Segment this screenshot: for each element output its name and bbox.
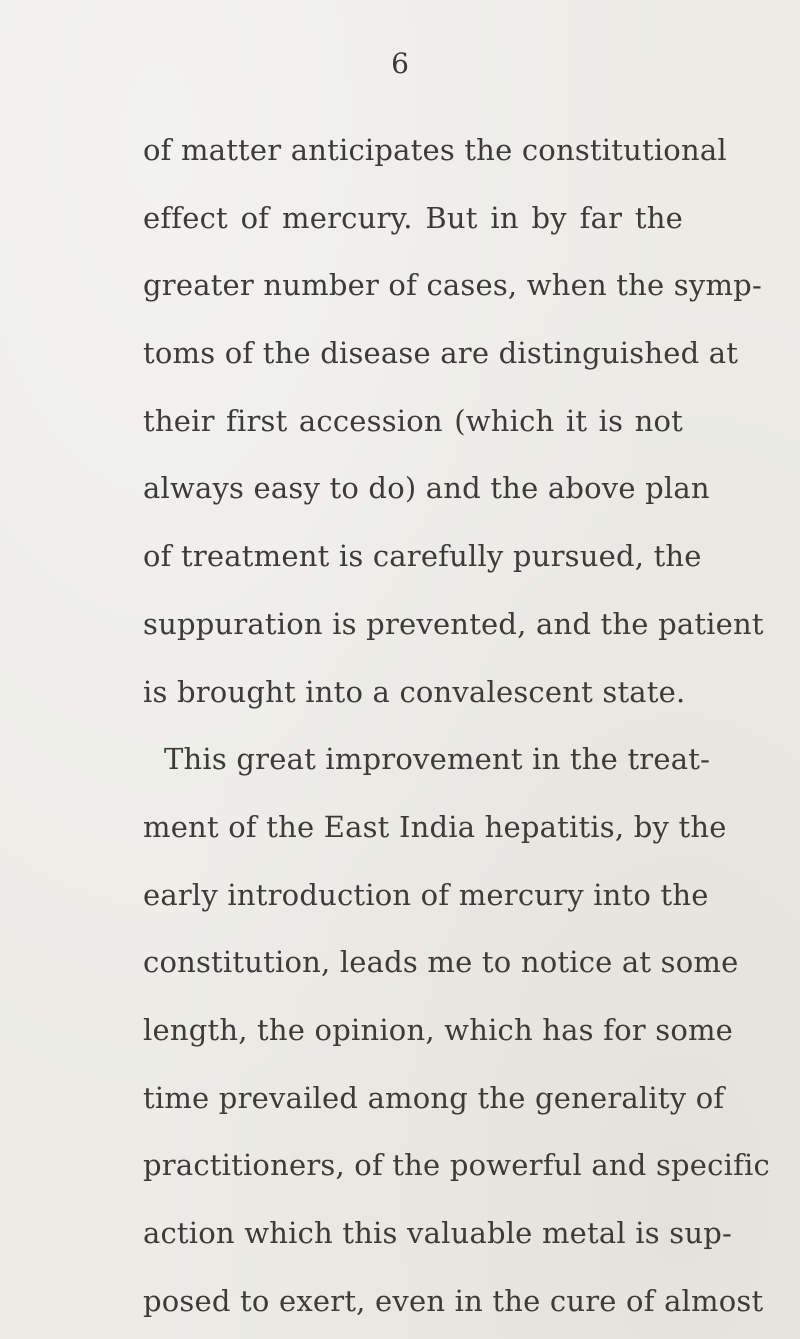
text-line-10: This great improvement in the treat-: [164, 742, 711, 777]
page-number: 6: [391, 47, 409, 80]
body-text: [143, 117, 770, 1335]
text-line-18: posed to exert, even in the cure of almost: [143, 1283, 764, 1318]
text-line-6: always easy to do) and the above plan: [143, 471, 710, 506]
text-line-4: toms of the disease are distinguished at: [143, 336, 739, 371]
text-line-8: suppuration is prevented, and the patient: [143, 606, 764, 641]
text-line-1: of matter anticipates the constitutional: [143, 133, 727, 167]
text-line-13: constitution, leads me to notice at some: [143, 945, 739, 980]
text-line-12: early introduction of mercury into the: [143, 877, 709, 912]
text-line-7: of treatment is carefully pursued, the: [143, 539, 702, 574]
text-line-15: time prevailed among the generality of: [143, 1080, 725, 1115]
text-line-9: is brought into a convalescent state.: [143, 674, 686, 709]
text-line-2: effect of mercury. But in by far the: [143, 200, 683, 235]
text-line-17: action which this valuable metal is sup-: [143, 1216, 732, 1250]
text-line-16: practitioners, of the powerful and specific: [143, 1148, 770, 1183]
text-line-11: ment of the East India hepatitis, by the: [143, 809, 727, 844]
text-line-3: greater number of cases, when the symp-: [143, 268, 762, 303]
text-line-5: their first accession (which it is not: [143, 403, 683, 438]
text-line-14: length, the opinion, which has for some: [143, 1012, 734, 1047]
